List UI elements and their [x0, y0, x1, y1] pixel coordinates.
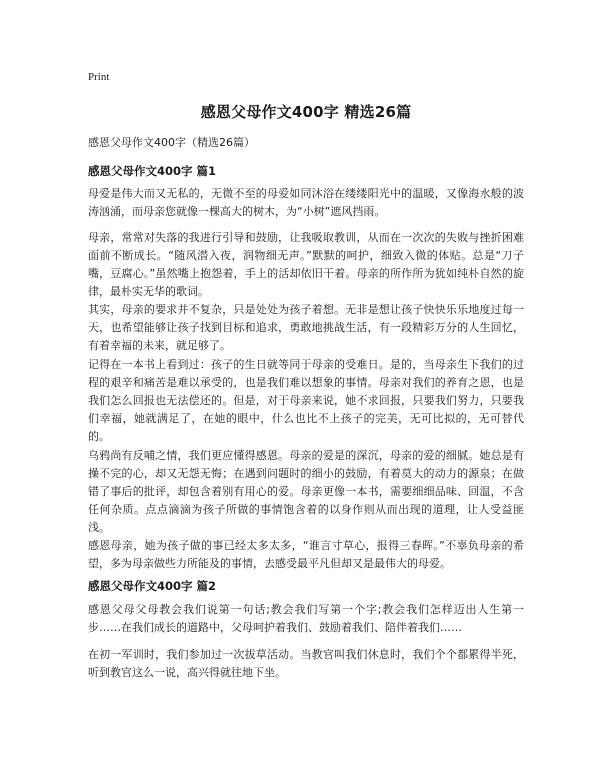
paragraph: 感恩母亲，她为孩子做的事已经太多太多，“谁言寸草心，报得三春晖。”不辜负母亲的希望，多为母亲做些力所能及的事情，去感受最平凡但却又是最伟大的母爱。: [88, 539, 524, 570]
section-heading-1: 感恩父母作文400字 篇1: [88, 164, 217, 178]
document-subtitle: 感恩父母作文400字（精选26篇）: [88, 136, 255, 149]
section-heading-2: 感恩父母作文400字 篇2: [88, 579, 217, 593]
paragraph: 乌鸦尚有反哺之情，我们更应懂得感恩。母亲的爱是的深沉，母亲的爱的细腻。她总是有操不完的心，却又无怨无悔；在遇到问题时的细小的鼓励，有着莫大的动力的源泉；在做错了事后的批评，却包含着别有用心的爱。母亲更像一本书，需要细细品味、回温，不含任何杂质。点点滴滴为孩子所做的事情饱含着的以身作则从而出现的道理，让人受益匪浅。: [88, 449, 524, 534]
paragraph: 记得在一本书上看到过：孩子的生日就等同于母亲的受难日。是的，当母亲生下我们的过程的艰辛和痛苦是难以承受的，也是我们难以想象的事情。母亲对我们的养育之恩，也是我们怎么回报也无法偿还的。但是，对于母亲来说，她不求回报，只要我们努力，只要我们幸福，她就满足了，在她的眼中，什么也比不上孩子的完美，无可比拟的，无可替代的。: [88, 358, 524, 443]
document-title: 感恩父母作文400字 精选26篇: [200, 103, 412, 121]
paragraph: 其实，母亲的要求并不复杂，只是处处为孩子着想。无非是想让孩子快快乐乐地度过每一天，也希望能够让孩子找到目标和追求，勇敢地挑战生活，有一段精彩万分的人生回忆，有着幸福的未来，就足够了。: [88, 303, 524, 352]
paragraph: 在初一军训时，我们参加过一次拔草活动。当教官叫我们休息时，我们个个都累得半死，听到教官这么一说，高兴得就往地下坐。: [88, 648, 524, 679]
paragraph: 母亲，常常对失落的我进行引导和鼓励，让我吸取教训，从而在一次次的失败与挫折困难面前不断成长。“随风潜入夜，润物细无声。”默默的呵护，细致入微的体贴。总是“刀子嘴，豆腐心。”虽然嘴上抱怨着，手上的活却依旧干着。母亲的所作所为犹如纯朴自然的旋律，最朴实无华的歌词。: [88, 231, 524, 298]
paragraph: 感恩父母父母教会我们说第一句话;教会我们写第一个字;教会我们怎样迈出人生第一步……在我们成长的道路中，父母呵护着我们、鼓励着我们、陪伴着我们……: [88, 603, 524, 634]
print-link[interactable]: Print: [88, 71, 110, 83]
paragraph: 母爱是伟大而又无私的，无微不至的母爱如同沐浴在缕缕阳光中的温暖，又像海水般的波涛汹涌，而母亲您就像一棵高大的树木，为“小树”遮风挡雨。: [88, 187, 524, 218]
